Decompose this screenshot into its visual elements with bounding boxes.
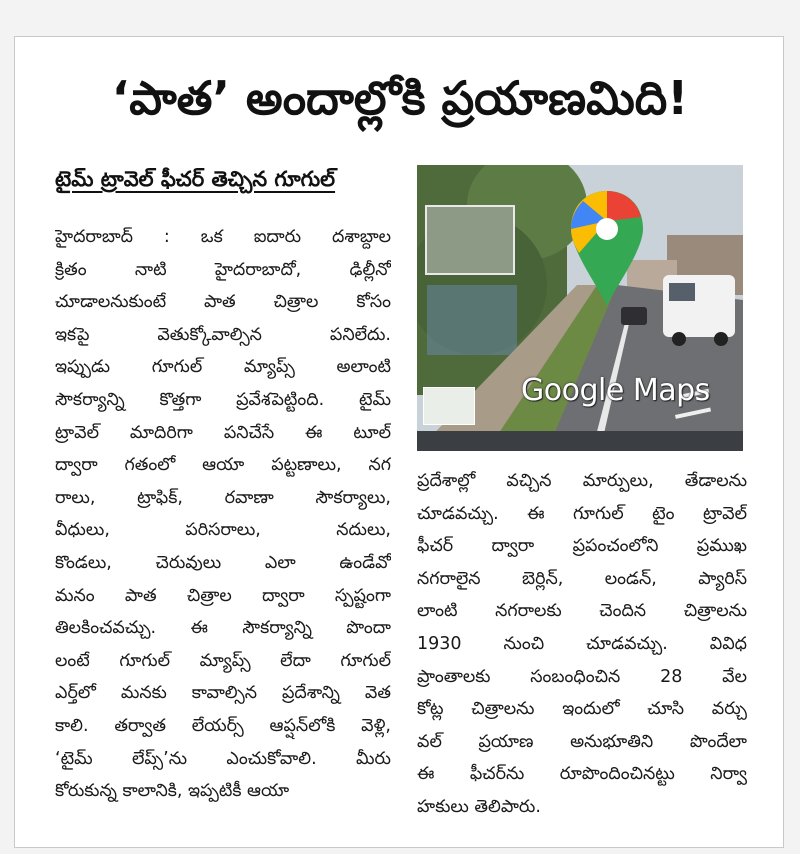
newspaper-clipping <box>14 36 784 848</box>
text-line: లంటే గూగుల్ మ్యాప్స్ లేదా గూగుల్ <box>55 650 391 671</box>
text-line: మనం పాత చిత్రాల ద్వారా స్పష్టంగా <box>55 585 391 606</box>
photo-caption: Google Maps <box>521 373 710 408</box>
google-maps-pin-icon <box>567 189 647 309</box>
text-line: కోట్ల చిత్రాలను ఇందులో చూసి వర్చు <box>417 699 747 720</box>
text-line: 1930 నుంచి చూడవచ్చు. వివిధ <box>417 633 747 654</box>
text-line: నగరాలైన బెర్లిన్, లండన్, ప్యారిస్ <box>417 568 747 589</box>
text-line: వల్ ప్రయాణ అనుభూతిని పొందేలా <box>417 731 747 752</box>
text-line: లాంటి నగరాలకు చెందిన చిత్రాలను <box>417 601 747 622</box>
text-line: క్రితం నాటి హైదరాబాదో, ఢిల్లీనో <box>55 259 391 280</box>
text-line: ‘టైమ్ లేప్స్’ను ఎంచుకోవాలి. మీరు <box>55 748 391 769</box>
text-line: ప్రదేశాల్లో వచ్చిన మార్పులు, తేడాలను <box>417 471 747 491</box>
article-column-right <box>417 465 747 824</box>
text-line: చూడాలనుకుంటే పాత చిత్రాల కోసం <box>55 292 391 313</box>
text-line: ఇకపై వెతుక్కోవాల్సిన పనిలేదు. <box>55 324 391 345</box>
street-view-inset <box>425 205 515 275</box>
article-photo <box>417 165 743 451</box>
text-line: ఇప్పుడు గూగుల్ మ్యాప్స్ అలాంటి <box>55 357 391 378</box>
text-line: కొండలు, చెరువులు ఎలా ఉండేవో <box>55 552 391 573</box>
photo-toolbar <box>417 431 743 451</box>
text-line: వీధులు, పరిసరాలు, నదులు, <box>55 520 391 541</box>
text-line: ద్వారా గతంలో ఆయా పట్టణాలు, నగ <box>55 455 391 476</box>
text-line: ఎర్త్‌లో మనకు కావాల్సిన ప్రదేశాన్ని వెత <box>55 683 391 704</box>
text-line: తిలకించవచ్చు. ఈ సౌకర్యాన్ని పొందా <box>55 618 391 639</box>
text-line: కోరుకున్న కాలానికి, ఇప్పటికీ ఆయా <box>55 781 290 802</box>
article-column-left <box>55 221 391 808</box>
text-line: ప్రాంతాలకు సంబంధించిన 28 వేల <box>417 666 747 687</box>
text-line: ట్రావెల్ మాదిరిగా పనిచేసే ఈ టూల్ <box>55 422 391 443</box>
mini-map <box>423 387 475 425</box>
subheadline: టైమ్ ట్రావెల్ ఫీచర్ తెచ్చిన గూగుల్ <box>55 167 336 191</box>
headline: ‘పాత’ అందాల్లోకి ప్రయాణమిది! <box>111 71 689 125</box>
text-line: రాలు, ట్రాఫిక్, రవాణా సౌకర్యాలు, <box>55 487 391 508</box>
text-line: సౌకర్యాన్ని కొత్తగా ప్రవేశపెట్టింది. టైమ్ <box>55 389 391 410</box>
text-line: కాలి. తర్వాత లేయర్స్ ఆప్షన్‌లోకి వెళ్లి, <box>55 715 391 736</box>
text-line: హకులు తెలిపారు. <box>417 796 541 817</box>
text-line: ఫీచర్ ద్వారా ప్రపంచంలోని ప్రముఖ <box>417 536 747 557</box>
text-line: చూడవచ్చు. ఈ గూగుల్ టైం ట్రావెల్ <box>417 503 747 524</box>
text-line: ఈ ఫీచర్‌ను రూపొందించినట్టు నిర్వా <box>417 764 747 785</box>
text-line: హైదరాబాద్ : ఒక ఐదారు దశాబ్దాల <box>55 227 391 247</box>
